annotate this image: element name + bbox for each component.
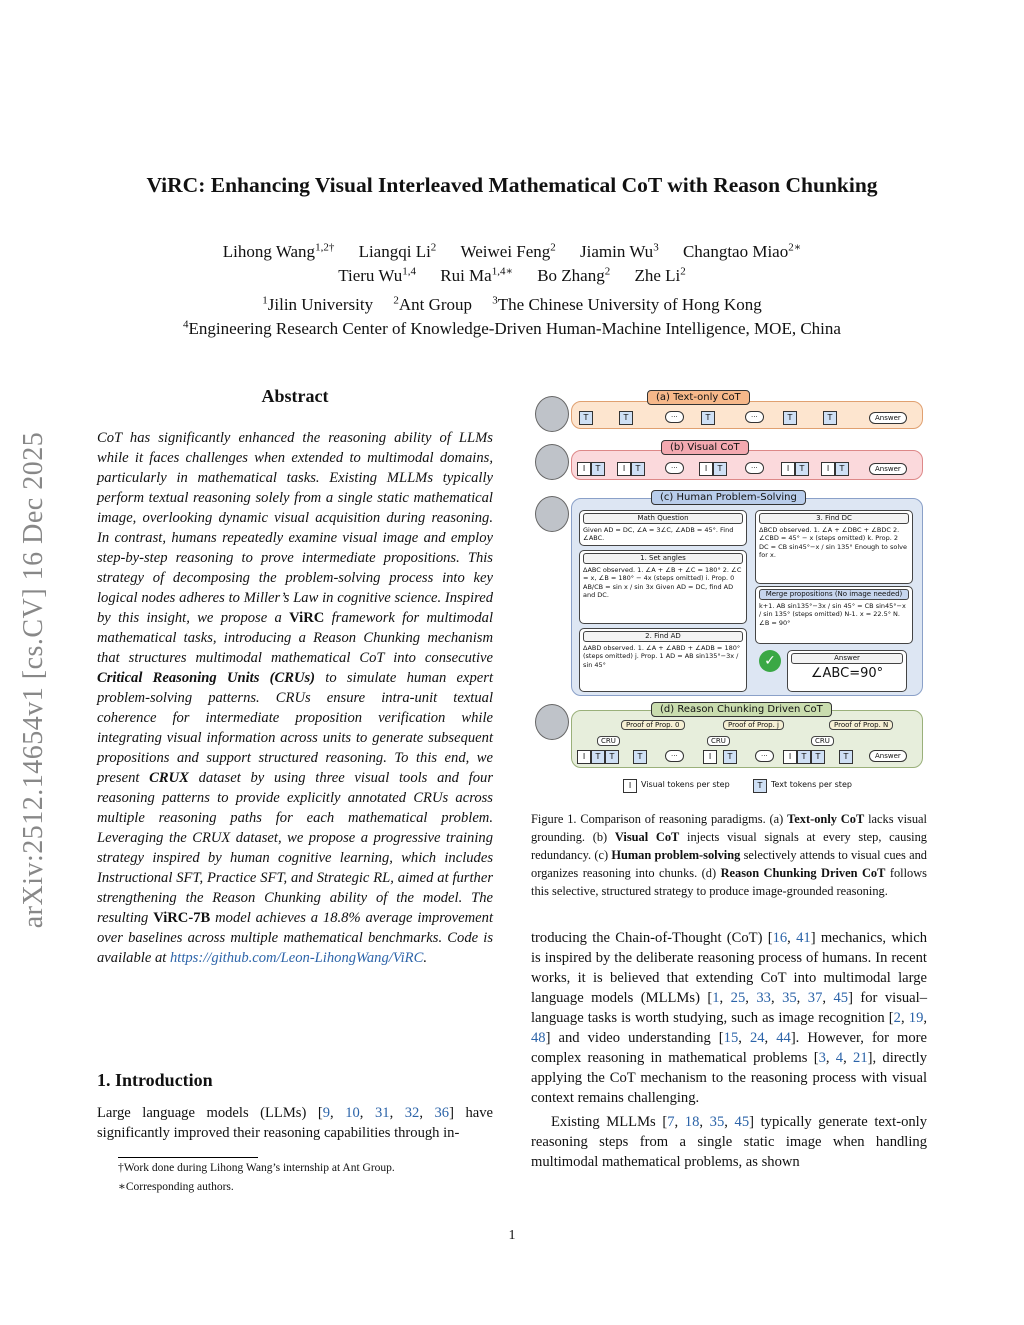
legend-text-token: T: [753, 779, 767, 793]
paragraph: Existing MLLMs [7, 18, 35, 45] typically generate text-only reasoning steps from a single static image when handling multimodal mathematical problems, as shown: [531, 1114, 928, 1170]
virc-name: ViRC: [289, 610, 325, 626]
citation[interactable]: 21: [853, 1050, 868, 1066]
citation[interactable]: 9: [322, 1105, 331, 1121]
author: Changtao Miao$^{2∗}$: [682, 241, 802, 261]
cru-label: CRU: [811, 736, 834, 746]
cat-graduate-icon: [535, 496, 569, 532]
box-heading: 2. Find AD: [583, 631, 743, 642]
code-link[interactable]: https://github.com/Leon-LihongWang/ViRC: [169, 950, 424, 966]
citation[interactable]: 44: [776, 1030, 791, 1046]
citation[interactable]: 45: [734, 1114, 750, 1130]
authors-row-1: [0, 240, 1024, 262]
text-token: T: [797, 750, 811, 764]
answer-label: Answer: [869, 750, 907, 762]
box-text: ΔABC observed. 1. ∠A + ∠B + ∠C = 180° 2. ∠C = x, ∠B = 180° − 4x (steps omitted) i. Prop. 0 AB/CB = sin x / sin 3x Given AD = DC, find AD and DC.: [583, 565, 742, 599]
merge-propositions-box: [755, 586, 913, 644]
dots: ···: [755, 750, 774, 762]
box-heading: Merge propositions (No image needed): [759, 589, 909, 600]
citation[interactable]: 15: [723, 1030, 739, 1046]
answer-label: Answer: [869, 412, 907, 424]
cat-mascot-icon: [535, 444, 569, 480]
text-token: T: [591, 750, 605, 764]
box-text: ΔABD observed. 1. ∠A + ∠ABD + ∠ADB = 180° (steps omitted) j. Prop. 1 AD = AB sin135°−3x / sin 45°: [583, 643, 741, 669]
arxiv-id: arXiv:2512.14654v1 [cs.CV] 16 Dec 2025: [18, 431, 49, 929]
figure-1-caption: Figure 1. Comparison of reasoning paradigms. (a) Text-only CoT lacks visual grounding. (b) Visual CoT injects visual signals at every step, causing redundancy. (c) Human problem-solving selectively attends to visual cues and organizes reasoning into chunks. (d) Reason Chunking Driven CoT follows this selective, structured strategy to produce image-grounded reasoning.: [531, 812, 927, 898]
author: Liangqi Li$^2$: [358, 241, 437, 261]
paper-title: ViRC: Enhancing Visual Interleaved Mathematical CoT with Reason Chunking: [146, 173, 878, 197]
citation[interactable]: 1: [712, 990, 720, 1006]
proof-label: Proof of Prop. j: [723, 720, 784, 730]
legend-visual-token: I: [623, 779, 637, 793]
text-token: T: [713, 462, 727, 476]
citation[interactable]: 19: [908, 1010, 924, 1026]
figure-1: [533, 386, 927, 798]
citation[interactable]: 7: [667, 1114, 675, 1130]
answer-label: Answer: [869, 463, 907, 475]
band-title-d: (d) Reason Chunking Driven CoT: [651, 702, 832, 717]
text-token: T: [619, 411, 633, 425]
citation[interactable]: 4: [835, 1050, 844, 1066]
crux-term: CRUX: [149, 770, 189, 786]
citation[interactable]: 48: [531, 1030, 546, 1046]
citation[interactable]: 31: [374, 1105, 390, 1121]
affiliations-row-1: [0, 294, 1024, 315]
step-set-angles-box: [579, 550, 747, 624]
box-text: ΔBCD observed. 1. ∠A + ∠DBC + ∠BDC 2. ∠CBD = 45° − x (steps omitted) k. Prop. 2 DC = CB sin45°−x / sin 135° Enough to solve for x.: [759, 525, 907, 559]
proof-label: Proof of Prop. 0: [621, 720, 685, 730]
answer-value: ∠ABC=90°: [810, 665, 884, 681]
author: Jiamin Wu$^3$: [580, 241, 659, 261]
author: Rui $Ma^{1,4∗}$: [440, 265, 513, 285]
cru-label: CRU: [597, 736, 620, 746]
math-question-box: [579, 510, 747, 546]
visual-token: I: [617, 462, 631, 476]
virc7b-name: ViRC-7B: [153, 910, 211, 926]
text-token: T: [701, 411, 715, 425]
text-token: T: [631, 462, 645, 476]
dots: ···: [665, 411, 684, 423]
text-token: T: [811, 750, 825, 764]
check-icon: ✓: [759, 650, 781, 672]
cru-term: Critical Reasoning Units (CRUs): [97, 670, 316, 686]
page-number: 1: [508, 1228, 516, 1243]
paragraph: troducing the Chain-of-Thought (CoT) [16, 41] mechanics, which is inspired by the deliberate reasoning process of humans. In recent works, it is believed that extending CoT into multimodal large language models (MLLMs) [1, 25, 33, 35, 37, 45] for visual–language tasks is worth studying, such as image recognition [2, 19, 48] and video understanding [15, 24, 44]. However, for more complex reasoning in mathematical problems [3, 4, 21], directly applying the CoT mechanism to the reasoning process with visual context remains challenging.: [531, 930, 928, 1106]
affiliation: $^2$Ant Group: [393, 294, 473, 314]
footnote-rule: [118, 1157, 258, 1158]
text-token: T: [839, 750, 853, 764]
cat-mascot-icon: [535, 396, 569, 432]
dots: ···: [745, 462, 764, 474]
citation[interactable]: 18: [684, 1114, 700, 1130]
band-title-a: (a) Text-only CoT: [647, 390, 750, 405]
section-heading-introduction: 1. Introduction: [97, 1070, 213, 1090]
text-token: T: [783, 411, 797, 425]
cru-label: CRU: [707, 736, 730, 746]
affiliation: $^4$Engineering Research Center of Knowledge-Driven Human-Machine Intelligence, MOE, China: [183, 318, 841, 338]
visual-token: I: [699, 462, 713, 476]
citation[interactable]: 10: [345, 1105, 360, 1121]
right-column-text: [531, 928, 927, 1172]
text-token: T: [633, 750, 647, 764]
footnote-corresponding: ∗Corresponding authors.: [118, 1181, 234, 1193]
dots: ···: [665, 750, 684, 762]
box-heading: Answer: [791, 653, 903, 664]
citation[interactable]: 16: [772, 930, 788, 946]
text-token: T: [579, 411, 593, 425]
text-token: T: [835, 462, 849, 476]
box-heading: 1. Set angles: [583, 553, 743, 564]
legend-visual-label: Visual tokens per step: [641, 780, 730, 789]
citation[interactable]: 3: [818, 1050, 826, 1066]
dots: ···: [665, 462, 684, 474]
citation[interactable]: 33: [756, 990, 771, 1006]
proof-label: Proof of Prop. N: [829, 720, 893, 730]
intro-paragraph: Large language models (LLMs) [9, 10, 31, 32, 36] have significantly improved their reasoning capabilities through in-: [97, 1105, 494, 1141]
visual-token: I: [577, 462, 591, 476]
box-heading: Math Question: [583, 513, 743, 524]
citation[interactable]: 45: [833, 990, 849, 1006]
citation[interactable]: 41: [796, 930, 811, 946]
author: Lihong Wang$^{1,2\dagger}$: [222, 241, 335, 261]
visual-token: I: [783, 750, 797, 764]
author: Tieru Wu$^{1,4}$: [338, 265, 416, 285]
arxiv-sidebar-stamp: [14, 370, 54, 990]
author: Zhe Li$^2$: [634, 265, 686, 285]
text-token: T: [605, 750, 619, 764]
citation[interactable]: 35: [782, 990, 797, 1006]
footnote-internship: †Work done during Lihong Wang’s internship at Ant Group.: [118, 1162, 395, 1174]
affiliations-row-2: [0, 318, 1024, 339]
affiliation: $^1$Jilin University: [262, 294, 374, 314]
text-token: T: [723, 750, 737, 764]
visual-token: I: [577, 750, 591, 764]
author: Weiwei Feng$^2$: [460, 241, 556, 261]
author: Bo Zhang$^2$: [537, 265, 611, 285]
abstract-body: CoT has significantly enhanced the reasoning ability of LLMs while it faces challenges when extended to multimodal domains, particularly in mathematical tasks. Existing MLLMs typically perform textual reasoning solely from a single static mathematical image, overlooking dynamic visual acquisition during reasoning. In contrast, humans repeatedly examine visual image and employ step-by-step reasoning to prove intermediate propositions. This strategy of decomposing the problem-solving process into key logical nodes adheres to Miller’s Law in cognitive science. Inspired by this insight, we propose a ViRC framework for multimodal mathematical tasks, introducing a Reason Chunking mechanism that structures multimodal mathematical CoT into consecutive Critical Reasoning Units (CRUs) to simulate human expert problem-solving patterns. CRUs ensure intra-unit textual coherence for intermediate proposition verification while integrating visual information across units to generate subsequent propositions and support structured reasoning. To this end, we present CRUX dataset by using three visual tools and four reasoning patterns to provide explicitly annotated CRUs across multiple reasoning paths for each mathematical problem. Leveraging the CRUX dataset, we propose a progressive training strategy inspired by human cognitive learning, which includes Instructional SFT, Practice SFT, and Strategic RL, aimed at further strengthening the Reason Chunking ability of the model. The resulting ViRC-7B model achieves a 18.8% average improvement over baselines across multiple mathematical benchmarks. Code is available at https://github.com/Leon-LihongWang/ViRC.: [97, 430, 494, 966]
band-title-b: (b) Visual CoT: [661, 440, 749, 455]
step-find-dc-box: [755, 510, 913, 584]
box-text: Given AD = DC, ∠A = 3∠C, ∠ADB = 45°. Find ∠ABC.: [583, 525, 734, 542]
citation[interactable]: 35: [709, 1114, 725, 1130]
authors-row-2: [0, 264, 1024, 286]
answer-box: [787, 650, 907, 692]
band-title-c: (c) Human Problem-Solving: [651, 490, 806, 505]
visual-token: I: [821, 462, 835, 476]
visual-token: I: [781, 462, 795, 476]
citation[interactable]: 36: [434, 1105, 450, 1121]
text-token: T: [795, 462, 809, 476]
text-token: T: [823, 411, 837, 425]
legend-text-label: Text tokens per step: [771, 780, 852, 789]
citation[interactable]: 37: [807, 990, 823, 1006]
citation[interactable]: 2: [893, 1010, 901, 1026]
citation[interactable]: 24: [749, 1030, 765, 1046]
box-text: k+1. AB sin135°−3x / sin 45° = CB sin45°−x / sin 135° (steps omitted) N-1. x = 22.5° N. ∠B = 90°: [759, 601, 906, 627]
abstract-heading: Abstract: [261, 386, 329, 406]
text-token: T: [591, 462, 605, 476]
dots: ···: [745, 411, 764, 423]
affiliation: $^3$The Chinese University of Hong Kong: [492, 294, 762, 314]
visual-token: I: [703, 750, 717, 764]
step-find-ad-box: [579, 628, 747, 692]
citation[interactable]: 32: [404, 1105, 420, 1121]
citation[interactable]: 25: [730, 990, 746, 1006]
box-heading: 3. Find DC: [759, 513, 909, 524]
cat-mascot-icon: [535, 704, 569, 740]
